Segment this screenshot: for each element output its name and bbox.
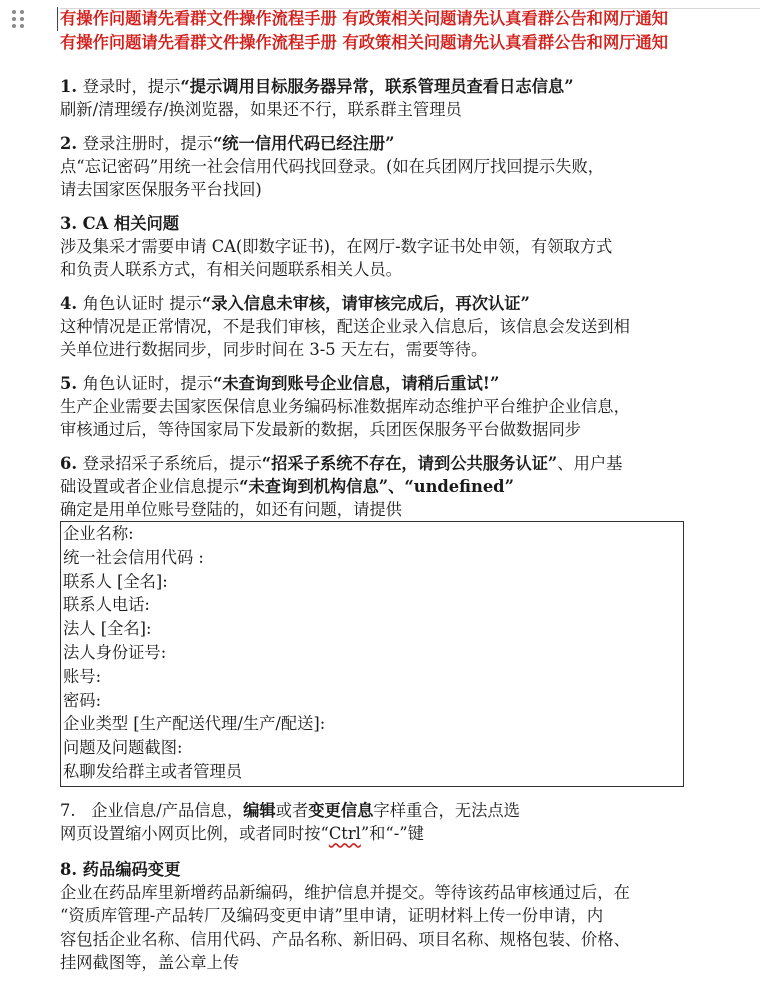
section-8 bbox=[60, 858, 760, 975]
section-6-mid: 、用户基 bbox=[557, 453, 623, 473]
section-3-body-line-2: 和负责人联系方式，有相关问题联系相关人员。 bbox=[60, 260, 402, 279]
info-box-row: 私聊发给群主或者管理员 bbox=[63, 761, 243, 781]
section-3-heading bbox=[60, 212, 760, 235]
section-7-line-1 bbox=[60, 799, 760, 823]
section-1 bbox=[60, 75, 760, 122]
section-5-lead: 角色认证时，提示 bbox=[82, 373, 213, 393]
section-5-body-line-2: 审核通过后，等待国家局下发最新的数据，兵团医保服务平台做数据同步 bbox=[60, 420, 582, 439]
section-6-number: 6. bbox=[60, 453, 77, 473]
section-1-heading bbox=[60, 75, 760, 98]
section-8-body-line-2: “资质库管理-产品转厂及编码变更申请”里申请，证明材料上传一份申请，内 bbox=[60, 906, 604, 926]
info-box-row: 法人 [全名]: bbox=[63, 619, 152, 639]
section-2-body-line-1: 点“忘记密码”用统一社会信用代码找回登录。(如在兵团网厅找回提示失败， bbox=[60, 156, 605, 176]
section-7-text-f: ”和“-”键 bbox=[360, 824, 424, 844]
section-4-quote: “录入信息未审核，请审核完成后，再次认证” bbox=[201, 293, 530, 313]
section-2-lead: 登录注册时，提示 bbox=[82, 133, 213, 153]
section-3-number: 3. bbox=[60, 213, 77, 233]
section-5-body-line-1: 生产企业需要去国家医保信息业务编码标准数据库动态维护平台维护企业信息， bbox=[60, 396, 630, 416]
info-box-row: 联系人 [全名]: bbox=[63, 571, 168, 591]
section-4-body-line-1: 这种情况是正常情况，不是我们审核，配送企业录入信息后，该信息会发送到相 bbox=[60, 316, 630, 336]
document-body bbox=[60, 0, 760, 975]
section-2-number: 2. bbox=[60, 133, 77, 153]
section-6-lead: 登录招采子系统后，提示 bbox=[82, 453, 262, 473]
section-4-body-line-2: 关单位进行数据同步，同步时间在 3-5 天左右，需要等待。 bbox=[60, 340, 488, 359]
section-1-quote: “提示调用目标服务器异常，联系管理员查看日志信息” bbox=[180, 77, 574, 96]
section-7-text-a: 企业信息/产品信息， bbox=[91, 800, 244, 820]
section-4-number: 4. bbox=[60, 293, 77, 313]
section-6-line-2-lead: 础设置或者企业信息提示 bbox=[60, 476, 240, 496]
info-box-row: 密码: bbox=[63, 690, 102, 710]
section-6-heading-line-1 bbox=[60, 452, 760, 475]
section-7-text-d: 字样重合，无法点选 bbox=[373, 800, 520, 820]
info-box-row: 统一社会信用代码 : bbox=[63, 547, 204, 567]
notice-line-2: 有操作问题请先看群文件操作流程手册 有政策相关问题请先认真看群公告和网厅通知 bbox=[60, 33, 669, 52]
section-2-quote: “统一信用代码已经注册” bbox=[212, 133, 395, 153]
section-8-title: 药品编码变更 bbox=[82, 859, 181, 879]
section-2-heading bbox=[60, 132, 760, 155]
section-7-text-c: 或者 bbox=[275, 800, 309, 820]
section-6-quote-1: “招采子系统不存在，请到公共服务认证” bbox=[261, 453, 558, 473]
section-2 bbox=[60, 132, 760, 202]
section-5 bbox=[60, 372, 760, 442]
section-7 bbox=[60, 799, 760, 846]
section-4 bbox=[60, 292, 760, 362]
section-8-body-line-1: 企业在药品库里新增药品新编码，维护信息并提交。等待该药品审核通过后，在 bbox=[60, 882, 630, 902]
info-box-row: 企业名称: bbox=[63, 524, 134, 543]
info-box-row: 联系人电话: bbox=[63, 595, 150, 615]
section-3-title: CA 相关问题 bbox=[82, 213, 180, 233]
section-7-text-e: 网页设置缩小网页比例，或者同时按“ bbox=[60, 824, 329, 844]
section-7-edit-label: 编辑 bbox=[243, 800, 276, 820]
section-8-body-line-3: 容包括企业名称、信用代码、产品名称、新旧码、项目名称、规格包装、价格、 bbox=[60, 929, 630, 949]
section-4-heading bbox=[60, 292, 760, 315]
section-5-number: 5. bbox=[60, 373, 77, 393]
section-3 bbox=[60, 212, 760, 282]
section-7-ctrl-key: Ctrl bbox=[328, 824, 361, 844]
info-box-row: 问题及问题截图: bbox=[63, 738, 183, 758]
section-2-body-line-2: 请去国家医保服务平台找回) bbox=[60, 180, 262, 199]
section-5-quote: “未查询到账号企业信息，请稍后重试!” bbox=[212, 373, 500, 393]
section-4-lead: 角色认证时 提示 bbox=[82, 293, 202, 313]
section-7-line-2 bbox=[60, 822, 760, 846]
section-8-heading bbox=[60, 858, 760, 881]
section-8-body-line-4: 挂网截图等，盖公章上传 bbox=[60, 953, 240, 973]
section-7-number: 7. bbox=[60, 800, 76, 820]
info-template-box bbox=[60, 521, 684, 787]
section-6-heading-line-2 bbox=[60, 475, 760, 498]
notice-line-1: 有操作问题请先看群文件操作流程手册 有政策相关问题请先认真看群公告和网厅通知 bbox=[57, 7, 760, 31]
section-1-lead: 登录时，提示 bbox=[82, 77, 181, 96]
section-7-change-label: 变更信息 bbox=[308, 800, 374, 820]
section-3-body-line-1: 涉及集采才需要申请 CA(即数字证书)，在网厅-数字证书处申领，有领取方式 bbox=[60, 236, 613, 256]
info-box-row: 企业类型 [生产配送代理/生产/配送]: bbox=[63, 714, 326, 734]
section-6-body: 确定是用单位账号登陆的，如还有问题，请提供 bbox=[60, 499, 402, 519]
section-1-body: 刷新/清理缓存/换浏览器，如果还不行，联系群主管理员 bbox=[60, 100, 462, 119]
section-5-heading bbox=[60, 372, 760, 395]
section-6 bbox=[60, 452, 760, 787]
drag-handle-icon[interactable] bbox=[12, 10, 26, 32]
section-1-number: 1. bbox=[60, 77, 77, 96]
section-6-quote-2: “未查询到机构信息”、“undefined” bbox=[239, 476, 514, 496]
info-box-row: 账号: bbox=[63, 666, 102, 686]
section-8-number: 8. bbox=[60, 859, 77, 879]
info-box-row: 法人身份证号: bbox=[63, 642, 167, 662]
